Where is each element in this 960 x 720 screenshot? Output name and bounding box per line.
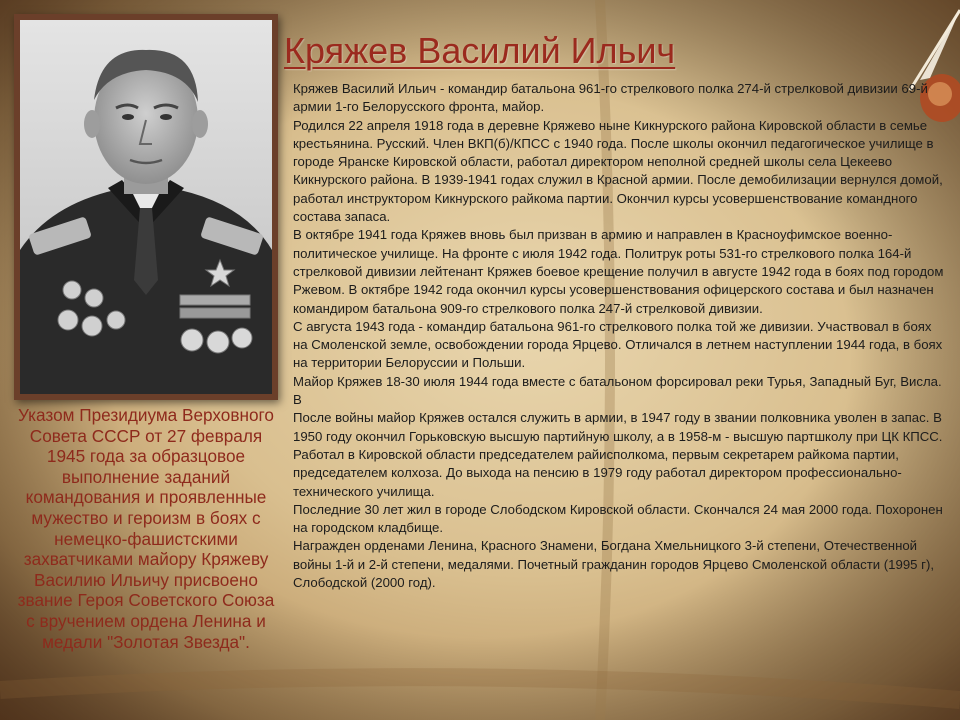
portrait-photo bbox=[20, 20, 272, 394]
bio-paragraph: С августа 1943 года - командир батальона 961-го стрелкового полка той же дивизии. Участвовал в боях на Смоленской земле, освобождении города Ярцево. Отличался в летнем наступлении 1944 года, в боях на территории Белоруссии и Польши. bbox=[293, 318, 943, 371]
bio-paragraph: Родился 22 апреля 1918 года в деревне Кряжево ныне Кикнурского района Кировской области в семье крестьянина. Русский. Член ВКП(б)/КПСС с 1940 года. После школы окончил педагогическое училище в городе Яранске Кировской области, работал директором неполной средней школы села Цекеево Кикнурского района. В 1939-1941 годах служил в Красной армии. После демобилизации вернулся домой, работал инструктором Кикнурского райкома партии. Окончил курсы усовершенствование командного состава запаса. bbox=[293, 117, 943, 225]
portrait-frame bbox=[14, 14, 278, 400]
page-title: Кряжев Василий Ильич bbox=[284, 30, 676, 71]
bio-paragraph: Майор Кряжев 18-30 июля 1944 года вместе с батальоном форсировал реки Турья, Западный Буг, Висла. В bbox=[293, 373, 942, 408]
bio-paragraph: После войны майор Кряжев остался служить в армии, в 1947 году в звании полковника уволен в запас. В 1950 году окончил Горьковскую высшую партийную школу, а в 1958-м - высшую партшколу при ЦК КПСС. Работал в Кировской области председателем райисполкома, первым секретарем райкома партии, председателем колхоза. До выхода на пенсию в 1979 году работал директором профессионально-технического училища. bbox=[293, 410, 943, 499]
bio-paragraph: В октябре 1941 года Кряжев вновь был призван в армию и направлен в Красноуфимское военно-политическое училище. На фронте с июля 1942 года. Политрук роты 531-го стрелкового полка 164-й стрелковой дивизии лейтенант Кряжев боевое крещение получил в августе 1942 года в боях под городом Ржевом. В октябре 1942 года окончил курсы усовершенствования офицерского состава и был назначен командиром батальона 909-го стрелкового полка 247-й стрелковой дивизии. bbox=[293, 227, 944, 316]
biography-text bbox=[293, 80, 945, 592]
bio-paragraph: Кряжев Василий Ильич - командир батальона 961-го стрелкового полка 274-й стрелковой дивизии 69-й армии 1-го Белорусского фронта, майор. bbox=[293, 81, 928, 115]
bio-paragraph: Последние 30 лет жил в городе Слободском Кировской области. Скончался 24 мая 2000 года. Похоронен на городском кладбище. bbox=[293, 501, 943, 536]
bio-paragraph: Награжден орденами Ленина, Красного Знамени, Богдана Хмельницкого 3-й степени, Отечественной войны 1-й и 2-й степени, медалями. Почетный гражданин городов Ярцево Смоленской области (1995 г), Слободской (2000 год). bbox=[293, 538, 935, 591]
portrait-illustration bbox=[20, 20, 272, 394]
award-caption: Указом Президиума Верховного Совета СССР от 27 февраля 1945 года за образцовое выполнение заданий командования и проявленные мужество и героизм в боях с немецко-фашистскими захватчиками майору Кряжеву Василию Ильичу присвоено звание Героя Советского Союза с вручением ордена Ленина и медали "Золотая Звезда". bbox=[17, 405, 275, 652]
